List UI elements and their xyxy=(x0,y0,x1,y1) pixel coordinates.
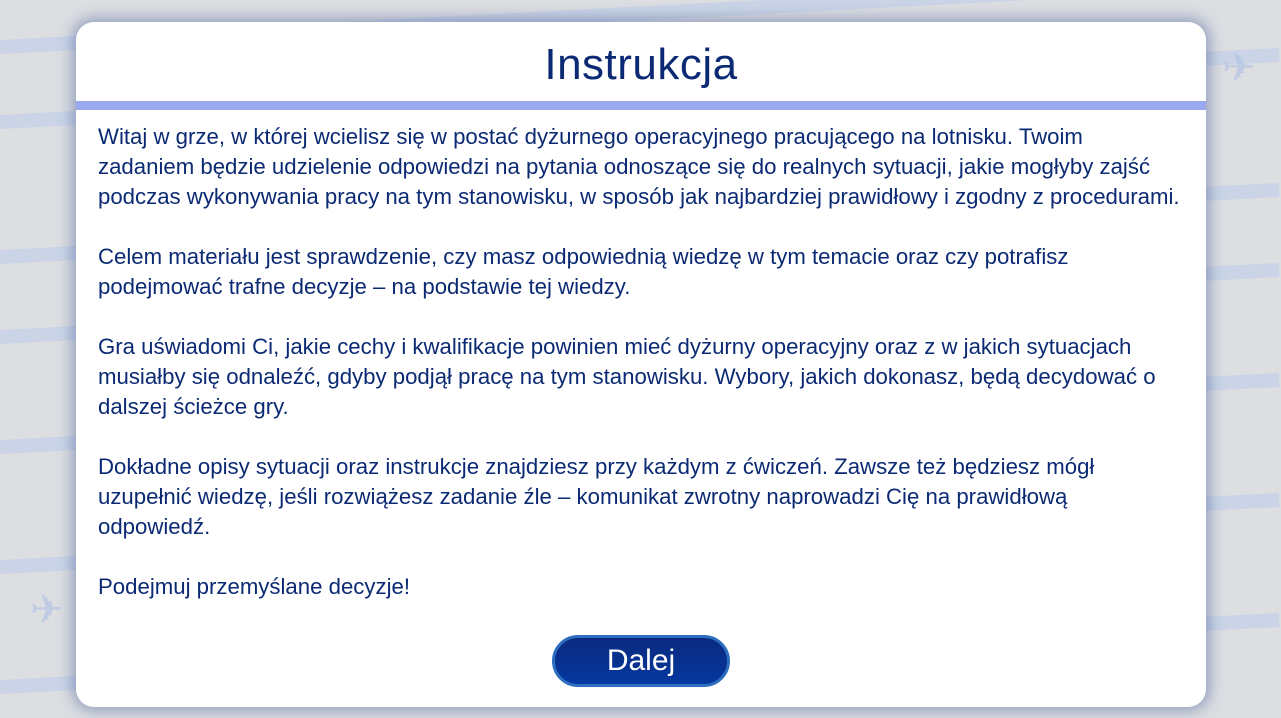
dialog-header xyxy=(76,22,1206,101)
next-button[interactable]: Dalej xyxy=(552,635,730,687)
airplane-icon: ✈ xyxy=(30,588,64,632)
header-divider xyxy=(76,101,1206,110)
instruction-dialog xyxy=(76,22,1206,707)
dialog-title: Instrukcja xyxy=(544,39,738,89)
airplane-icon: ✈ xyxy=(1222,46,1256,90)
instruction-closing: Podejmuj przemyślane decyzje! xyxy=(98,574,411,599)
instruction-paragraph: Celem materiału jest sprawdzenie, czy masz odpowiednią wiedzę w tym temacie oraz czy potrafisz podejmować trafne decyzje – na podstawie tej wiedzy. xyxy=(98,244,1069,299)
dialog-body xyxy=(76,110,1206,602)
instruction-paragraph: Dokładne opisy sytuacji oraz instrukcje znajdziesz przy każdym z ćwiczeń. Zawsze też będziesz mógł uzupełnić wiedzę, jeśli rozwiążesz zadanie źle – komunikat zwrotny naprowadzi Cię na prawidłową odpowiedź. xyxy=(98,454,1095,539)
instruction-paragraph: Witaj w grze, w której wcielisz się w postać dyżurnego operacyjnego pracującego na lotnisku. Twoim zadaniem będzie udzielenie odpowiedzi na pytania odnoszące się do realnych sytuacji, jakie mogłyby zajść podczas wykonywania pracy na tym stanowisku, w sposób jak najbardziej prawidłowy i zgodny z procedurami. xyxy=(98,124,1180,209)
button-row xyxy=(76,635,1206,687)
instruction-paragraph: Gra uświadomi Ci, jakie cechy i kwalifikacje powinien mieć dyżurny operacyjny oraz z w jakich sytuacjach musiałby się odnaleźć, gdyby podjął pracę na tym stanowisku. Wybory, jakich dokonasz, będą decydować o dalszej ścieżce gry. xyxy=(98,334,1156,419)
